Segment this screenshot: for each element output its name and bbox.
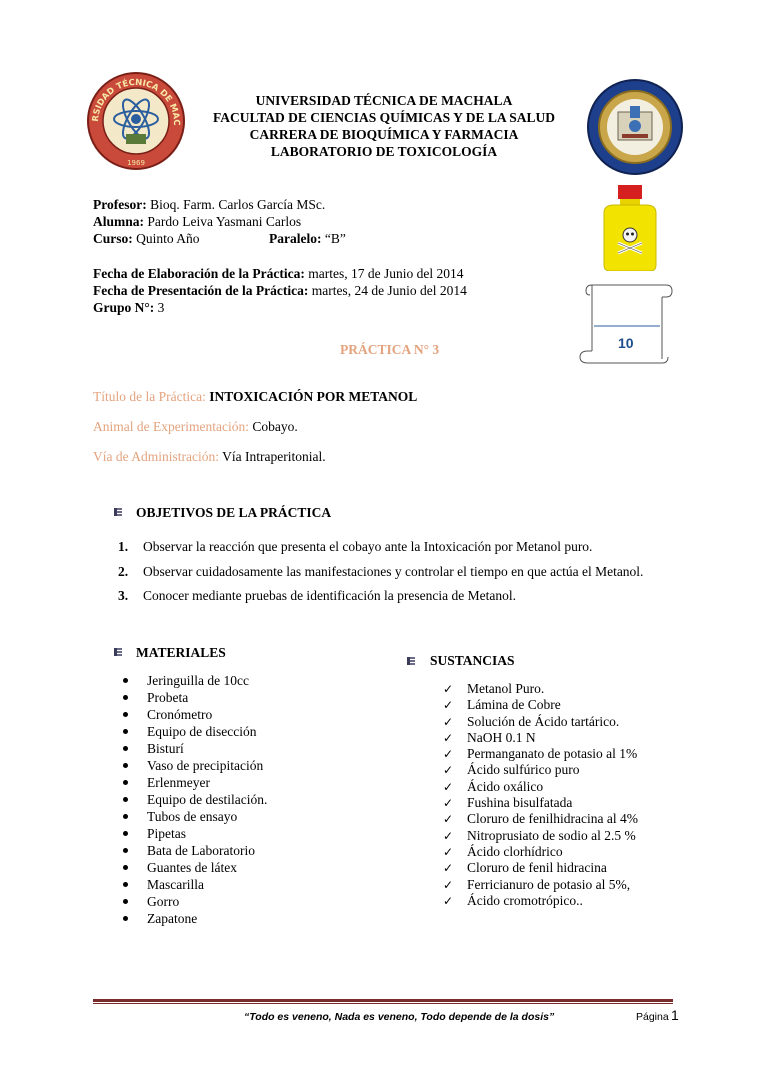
grupo-label: Grupo N°: [93,300,155,315]
objetivos-heading: OBJETIVOS DE LA PRÁCTICA [136,505,332,520]
materiales-list [107,672,267,927]
sustancia-item: ✓ Cloruro de fenilhidracina al 4% [443,811,638,827]
objetivos-bullet-icon [114,505,124,515]
sustancia-item: ✓ Ácido sulfúrico puro [443,762,580,778]
material-item: Cronómetro [107,706,267,723]
material-item: Equipo de destilación. [107,791,267,808]
checkmark-icon: ✓ [443,893,454,908]
bullet-dot-icon [123,780,128,785]
materiales-bullet-icon [114,645,124,655]
poison-bottle-icon [598,185,662,271]
titulo-label: Título de la Práctica: [93,389,206,404]
checkmark-icon: ✓ [443,682,454,696]
profesor-label: Profesor: [93,197,147,212]
material-item: Equipo de disección [107,723,267,740]
bullet-dot-icon [123,916,128,921]
material-item: Mascarilla [107,876,267,893]
alumna-label: Alumna: [93,214,145,229]
checkmark-icon: ✓ [443,877,454,892]
bullet-dot-icon [123,814,128,819]
footer-quote: “Todo es veneno, Nada es veneno, Todo depende de la dosis” [244,1011,555,1023]
animal-line [93,418,298,435]
material-item: Gorro [107,893,267,910]
fecha-presentacion-value: martes, 24 de Junio del 2014 [308,283,467,298]
objetivo-text: Observar la reacción que presenta el cobayo ante la Intoxicación por Metanol puro. [143,539,593,554]
sustancia-item: ✓ Ácido oxálico [443,778,544,794]
bullet-dot-icon [123,712,128,717]
fecha-elaboracion-label: Fecha de Elaboración de la Práctica: [93,266,305,281]
bullet-dot-icon [123,848,128,853]
material-item: Vaso de precipitación [107,757,267,774]
bullet-dot-icon [123,831,128,836]
objetivo-item [118,538,592,555]
animal-label: Animal de Experimentación: [93,419,249,434]
material-item: Guantes de látex [107,859,267,876]
via-label: Vía de Administración: [93,449,219,464]
paralelo-value: “B” [321,231,346,246]
bullet-dot-icon [123,729,128,734]
sustancias-bullet-icon [407,654,417,664]
sustancia-item: ✓ Ferricianuro de potasio al 5%, [443,876,631,892]
curso-line [93,230,200,247]
material-item: Probeta [107,689,267,706]
titulo-line [93,388,417,405]
checkmark-icon: ✓ [443,779,454,794]
checkmark-icon: ✓ [443,698,454,713]
sustancia-item: ✓ Permanganato de potasio al 1% [443,746,638,762]
material-item: Tubos de ensayo [107,808,267,825]
animal-value: Cobayo. [248,419,298,434]
material-item: Bisturí [107,740,267,757]
material-item: Pipetas [107,825,267,842]
bullet-dot-icon [123,763,128,768]
bullet-dot-icon [123,899,128,904]
sustancia-item: ✓ Nitroprusiato de sodio al 2.5 % [443,827,636,843]
bullet-dot-icon [123,882,128,887]
materiales-heading: MATERIALES [136,645,226,660]
objetivo-number: 3. [118,588,129,603]
titulo-value: INTOXICACIÓN POR METANOL [205,389,418,404]
bullet-dot-icon [123,678,128,683]
profesor-value: Bioq. Farm. Carlos García MSc. [146,197,326,212]
objetivo-number: 1. [118,539,129,554]
alumna-line [93,213,301,230]
bullet-dot-icon [123,865,128,870]
checkmark-icon: ✓ [443,861,454,876]
sustancia-item: ✓ Ácido clorhídrico [443,843,563,859]
checkmark-icon: ✓ [443,796,454,811]
sustancia-item: ✓ Metanol Puro. [443,681,545,696]
checkmark-icon: ✓ [443,763,454,778]
grupo-line [93,299,164,316]
bullet-dot-icon [123,746,128,751]
curso-label: Curso: [93,231,133,246]
objetivo-item [118,587,516,604]
fecha-elaboracion-line [93,265,463,282]
via-value: Vía Intraperitonial. [218,449,326,464]
checkmark-icon: ✓ [443,844,454,859]
objetivo-text: Conocer mediante pruebas de identificación la presencia de Metanol. [143,588,516,603]
via-line [93,448,326,465]
material-item: Erlenmeyer [107,774,267,791]
sustancia-item: ✓ Cloruro de fenil hidracina [443,860,607,876]
checkmark-icon: ✓ [443,812,454,827]
fecha-presentacion-label: Fecha de Presentación de la Práctica: [93,283,309,298]
objetivo-item [118,563,643,580]
objetivo-number: 2. [118,564,129,579]
profesor-line [93,196,325,213]
practica-title: PRÁCTICA N° 3 [340,342,440,357]
material-item: Bata de Laboratorio [107,842,267,859]
material-item: Jeringuilla de 10cc [107,672,267,689]
bullet-dot-icon [123,695,128,700]
sustancia-item: ✓ Fushina bisulfatada [443,795,573,811]
fecha-presentacion-line [93,282,467,299]
checkmark-icon: ✓ [443,747,454,762]
svg-text:UNIVERSIDAD TÉCNICA DE MACHALA: RSIDAD TÉCNICA DE MAC [90,77,182,126]
fecha-elaboracion-value: martes, 17 de Junio del 2014 [304,266,464,281]
grade-value: 10 [618,335,634,351]
paralelo-label: Paralelo: [269,231,322,246]
footer-page-number: 1 [671,1007,679,1023]
checkmark-icon: ✓ [443,714,454,729]
grupo-value: 3 [154,300,165,315]
header-laboratory: LABORATORIO DE TOXICOLOGÍA [270,144,498,159]
footer-page-label: Página [636,1011,669,1023]
footer-rule-thin [93,1003,673,1004]
paralelo-line [269,230,346,247]
curso-value: Quinto Año [132,231,200,246]
grade-scroll [578,279,674,365]
sustancia-item: ✓ Ácido cromotrópico.. [443,892,583,908]
checkmark-icon: ✓ [443,730,454,745]
objetivo-text: Observar cuidadosamente las manifestaciones y controlar el tiempo en que actúa el Metanol. [143,564,644,579]
header-faculty: FACULTAD DE CIENCIAS QUÍMICAS Y DE LA SALUD [213,110,555,125]
header-career: CARRERA DE BIOQUÍMICA Y FARMACIA [249,127,519,142]
sustancias-list [443,681,638,909]
alumna-value: Pardo Leiva Yasmani Carlos [144,214,302,229]
sustancias-heading: SUSTANCIAS [430,653,515,668]
header-university: UNIVERSIDAD TÉCNICA DE MACHALA [255,93,513,108]
checkmark-icon: ✓ [443,828,454,843]
bullet-dot-icon [123,797,128,802]
sustancia-item: ✓ Lámina de Cobre [443,697,561,713]
sustancia-item: ✓ Solución de Ácido tartárico. [443,713,620,729]
sustancia-item: ✓ NaOH 0.1 N [443,729,536,745]
material-item: Zapatone [107,910,267,927]
svg-text:1969: 1969 [127,159,145,167]
footer-rule [93,999,673,1002]
